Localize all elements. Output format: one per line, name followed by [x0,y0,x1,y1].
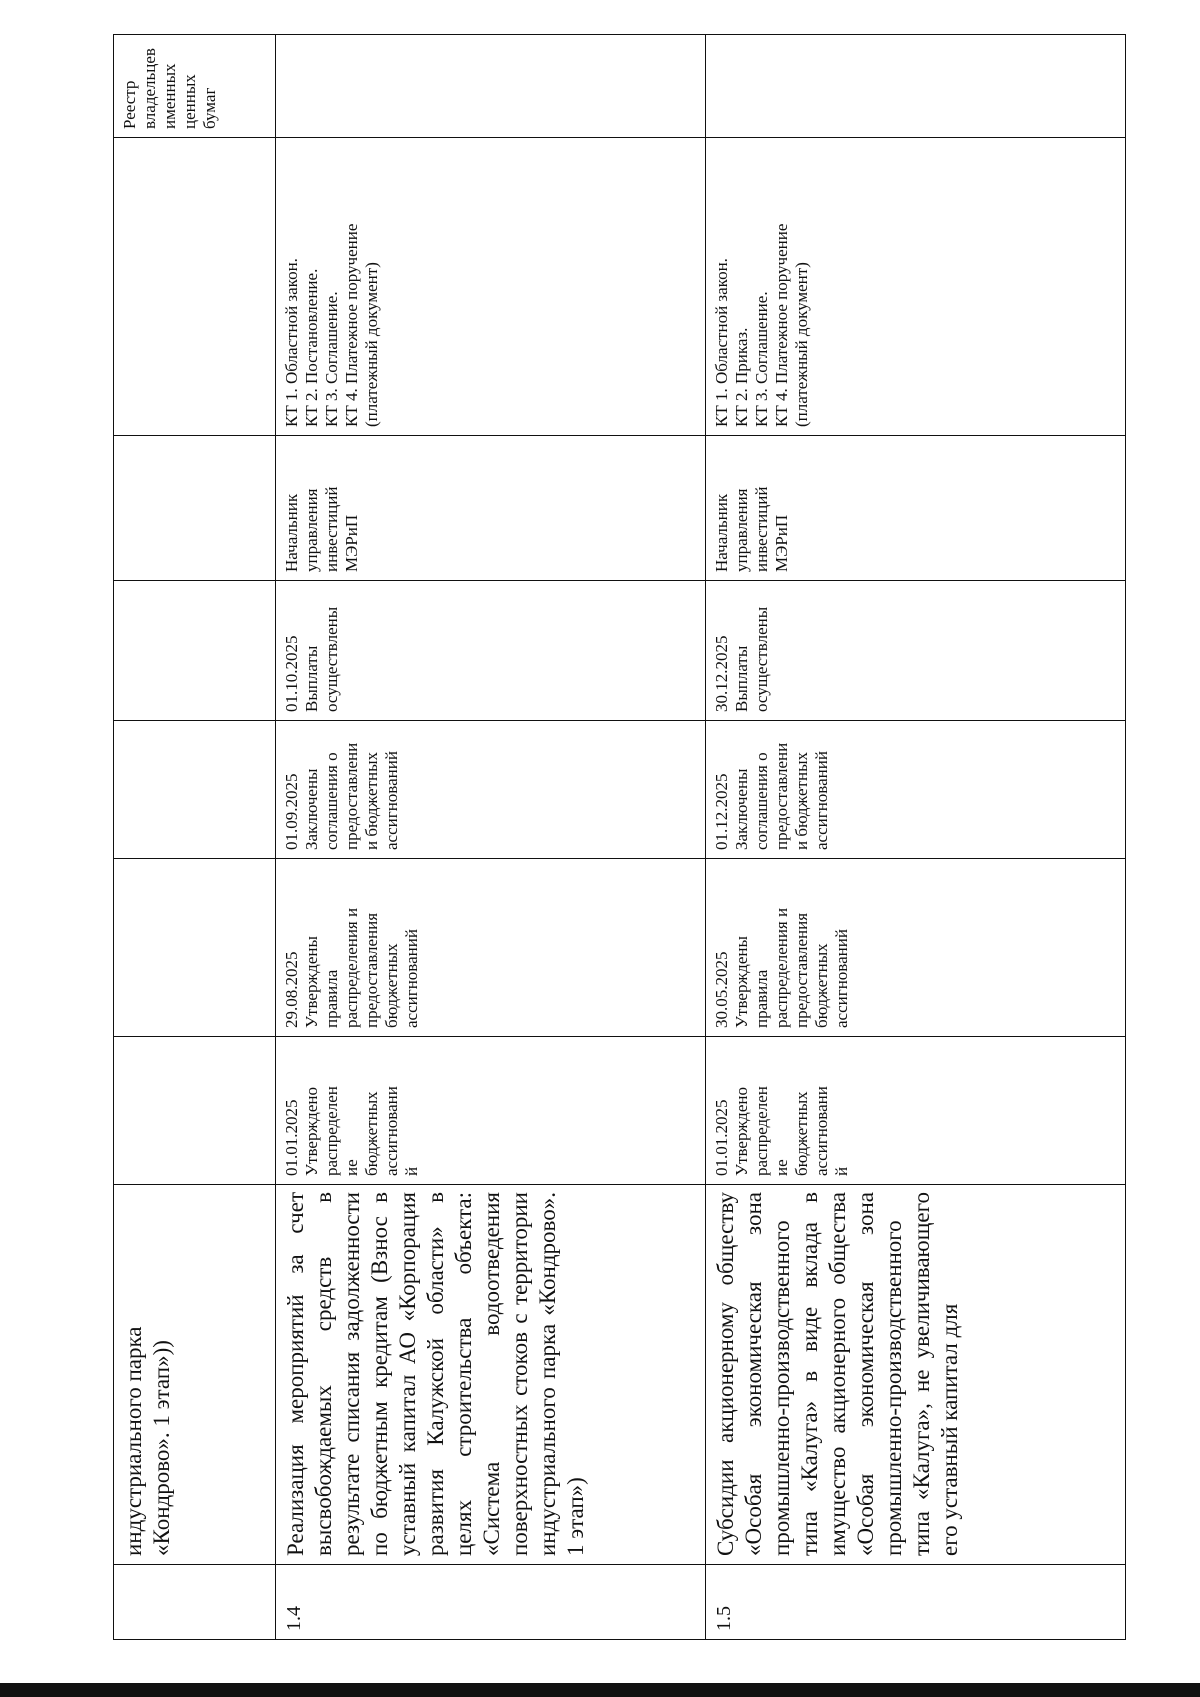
checkpoint-line: ассигнований [832,929,851,1028]
checkpoint-line: Заключены [732,768,751,850]
responsible-line: Начальник [282,493,301,572]
checkpoint-line: ассигновани [382,1086,401,1176]
checkpoint-line: Заключены [302,768,321,850]
cell-info [276,35,706,138]
checkpoint-line: и бюджетных [792,752,811,850]
checkpoint-line: Выплаты [302,645,321,712]
cell-responsible [706,436,1126,581]
document-line: КТ 2. Приказ. [732,327,751,427]
info-line: ценных [180,74,199,129]
checkpoint-line: Утверждено [732,1087,751,1176]
cell-documents [276,138,706,436]
document-line: (платежный документ) [362,262,381,427]
cell-checkpoint-1 [114,1037,276,1185]
checkpoint-line: Выплаты [732,645,751,712]
cell-checkpoint-2 [114,859,276,1037]
responsible-line: инвестиций [752,486,771,572]
cell-checkpoint-4 [706,581,1126,721]
checkpoint-line: бюджетных [382,943,401,1028]
info-line: именных [160,63,179,129]
document-line: КТ 4. Платежное поручение [772,223,791,427]
document-line: КТ 3. Соглашение. [322,291,341,427]
document-line: (платежный документ) [792,262,811,427]
cell-info [706,35,1126,138]
checkpoint-line: предоставлени [772,742,791,850]
responsible-line: МЭРиП [342,514,361,572]
checkpoint-line: бюджетных [362,1091,381,1176]
cell-name: Реализация мероприятий за счет высвобождаемых средств в результате списания задолженности по бюджетным кредитам (Взнос в уставный капитал АО «Корпорация развития Калужской области» в целях строительства объекта: «Система водоотведения поверхностных стоков с территории индустриального парка «Кондрово». 1 этап») [276,1185,706,1565]
cell-checkpoint-3 [276,721,706,859]
cell-responsible [276,436,706,581]
checkpoint-line: 01.01.2025 [712,1099,731,1176]
checkpoint-line: бюджетных [792,1091,811,1176]
checkpoint-line: Утверждены [302,936,321,1028]
checkpoint-line: правила [322,969,341,1028]
cell-checkpoint-1 [276,1037,706,1185]
name-line: индустриального парка [121,1326,146,1556]
responsible-line: МЭРиП [772,514,791,572]
checkpoint-line: й [402,1166,421,1176]
table-row-1-5 [706,35,1126,1640]
responsible-line: Начальник [712,493,731,572]
responsible-line: управления [302,488,321,572]
cell-checkpoint-1 [706,1037,1126,1185]
cell-documents [706,138,1126,436]
checkpoint-line: 01.01.2025 [282,1099,301,1176]
document-line: КТ 1. Областной закон. [282,258,301,427]
checkpoint-line: ие [342,1159,361,1176]
cell-info [114,35,276,138]
checkpoint-line: 01.12.2025 [712,773,731,850]
cell-checkpoint-3 [114,721,276,859]
cell-checkpoint-2 [706,859,1126,1037]
cell-checkpoint-2 [276,859,706,1037]
checkpoint-line: ие [772,1159,791,1176]
checkpoint-line: соглашения о [322,752,341,850]
checkpoint-line: распределен [752,1086,771,1176]
checkpoint-line: распределения и [772,907,791,1028]
cell-name: Субсидии акционерному обществу «Особая экономическая зона промышленно-производственного типа «Калуга» в виде вклада в имущество акционерного общества «Особая экономическая зона промышленно-производственного типа «Калуга», не увеличивающего его уставный капитал для [706,1185,1126,1565]
cell-responsible [114,436,276,581]
cell-number: 1.4 [276,1565,706,1640]
checkpoint-line: предоставлени [342,742,361,850]
checkpoint-line: ассигновани [812,1086,831,1176]
checkpoint-line: ассигнований [402,929,421,1028]
cell-checkpoint-4 [276,581,706,721]
checkpoint-line: 01.10.2025 [282,635,301,712]
checkpoint-line: правила [752,969,771,1028]
checkpoint-line: предоставления [792,912,811,1028]
checkpoint-line: Утверждены [732,936,751,1028]
plan-table [113,34,1126,1640]
info-line: бумаг [200,87,219,129]
info-line: Реестр [120,80,139,129]
checkpoint-line: ассигнований [812,751,831,850]
document-line: КТ 1. Областной закон. [712,258,731,427]
checkpoint-line: распределен [322,1086,341,1176]
checkpoint-line: осуществлены [752,606,771,712]
cell-checkpoint-4 [114,581,276,721]
cell-checkpoint-3 [706,721,1126,859]
document-line: КТ 3. Соглашение. [752,291,771,427]
checkpoint-line: бюджетных [812,943,831,1028]
table-row-1-4 [276,35,706,1640]
cell-name [114,1185,276,1565]
cell-documents [114,138,276,436]
checkpoint-line: осуществлены [322,606,341,712]
checkpoint-line: 01.09.2025 [282,773,301,850]
responsible-line: инвестиций [322,486,341,572]
document-line: КТ 4. Платежное поручение [342,223,361,427]
rotated-table-container [113,35,1125,1640]
checkpoint-line: распределения и [342,907,361,1028]
table-row-continuation [114,35,276,1640]
scan-edge-bar [0,1683,1200,1697]
name-line: «Кондрово». 1 этап»)) [149,1340,174,1556]
checkpoint-line: предоставления [362,912,381,1028]
checkpoint-line: 30.12.2025 [712,635,731,712]
checkpoint-line: Утверждено [302,1087,321,1176]
checkpoint-line: й [832,1166,851,1176]
checkpoint-line: ассигнований [382,751,401,850]
info-line: владельцев [140,48,159,129]
checkpoint-line: 30.05.2025 [712,951,731,1028]
responsible-line: управления [732,488,751,572]
cell-number [114,1565,276,1640]
checkpoint-line: соглашения о [752,752,771,850]
checkpoint-line: и бюджетных [362,752,381,850]
checkpoint-line: 29.08.2025 [282,951,301,1028]
cell-number: 1.5 [706,1565,1126,1640]
document-line: КТ 2. Постановление. [302,268,321,427]
